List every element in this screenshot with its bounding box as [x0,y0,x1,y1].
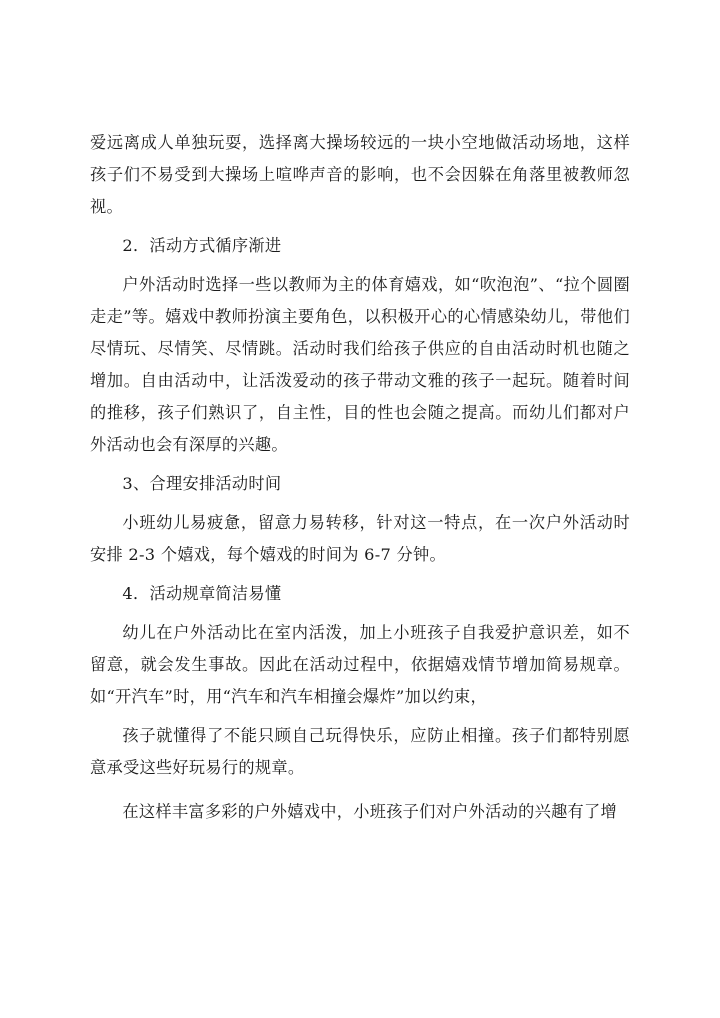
section-heading-2: 2．活动方式循序渐进 [122,236,282,255]
paragraph-conclusion-start: 在这样丰富多彩的户外嬉戏中，小班孩子们对户外活动的兴趣有了增 [122,802,618,821]
section-heading-4: 4．活动规章简洁易懂 [122,584,282,603]
paragraph-activity-rules: 幼儿在户外活动比在室内活泼，加上小班孩子自我爱护意识差，如不留意，就会发生事故。因此在活动过程中，依据嬉戏情节增加简易规章。如“开汽车”时，用“汽车和汽车相撞会爆炸”加以约束， [90,623,630,706]
paragraph-activity-time: 小班幼儿易疲惫，留意力易转移，针对这一特点，在一次户外活动时安排 2-3 个嬉戏，每个嬉戏的时间为 6-7 分钟。 [90,513,630,564]
section-heading-3: 3、合理安排活动时间 [122,474,282,493]
paragraph-activity-method: 户外活动时选择一些以教师为主的体育嬉戏，如“吹泡泡”、“拉个圆圈走走”等。嬉戏中教师扮演主要角色，以积极开心的心情感染幼儿，带他们尽情玩、尽情笑、尽情跳。活动时我们给孩子供应的自由活动时机也随之增加。自由活动中，让活泼爱动的孩子带动文雅的孩子一起玩。随着时间的推移，孩子们熟识了，自主性，目的性也会随之提高。而幼儿们都对户外活动也会有深厚的兴趣。 [90,275,630,454]
paragraph-intro-continued: 爱远离成人单独玩耍，选择离大操场较远的一块小空地做活动场地，这样孩子们不易受到大操场上喧哗声音的影响，也不会因躲在角落里被教师忽视。 [90,133,630,216]
paragraph-rules-followup: 孩子就懂得了不能只顾自己玩得快乐，应防止相撞。孩子们都特别愿意承受这些好玩易行的规章。 [90,726,630,777]
